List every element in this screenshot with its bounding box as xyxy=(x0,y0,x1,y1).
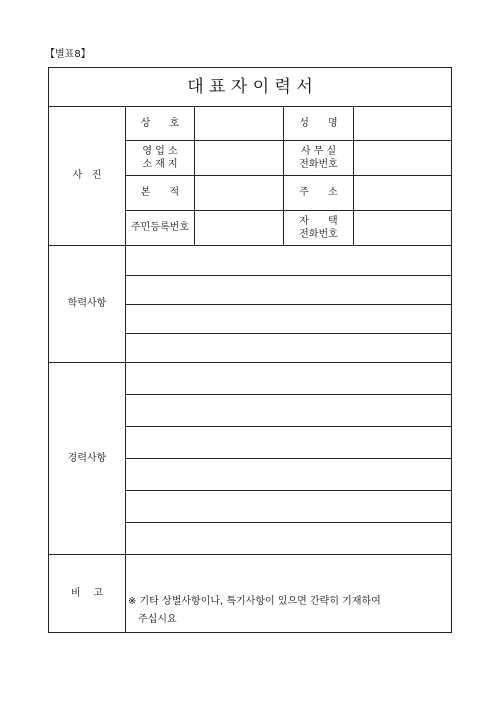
education-row[interactable] xyxy=(126,305,451,333)
office-phone-label-line2: 전화번호 xyxy=(299,158,338,170)
office-phone-field[interactable] xyxy=(354,141,451,175)
remarks-note-line1: ※ 기타 상벌사항이나, 특기사항이 있으면 간략히 기재하여 xyxy=(128,596,381,607)
remarks-note-line2: 주십시요 xyxy=(138,614,177,625)
career-row[interactable] xyxy=(126,427,451,458)
photo-label: 사 진 xyxy=(72,170,102,181)
trade-name-field[interactable] xyxy=(195,107,283,140)
education-row[interactable] xyxy=(126,246,451,275)
business-address-label-line1: 영 업 소 xyxy=(142,145,178,157)
resident-number-field[interactable] xyxy=(195,211,283,245)
business-address-label xyxy=(126,140,194,175)
education-row[interactable] xyxy=(126,276,451,304)
education-label: 학력사항 xyxy=(67,298,107,309)
career-row[interactable] xyxy=(126,459,451,490)
career-row[interactable] xyxy=(126,491,451,522)
home-phone-label xyxy=(284,210,353,245)
education-row[interactable] xyxy=(126,334,451,362)
name-label: 성 명 xyxy=(299,117,338,129)
career-row[interactable] xyxy=(126,395,451,426)
address-field[interactable] xyxy=(354,176,451,210)
business-address-label-line2: 소 재 지 xyxy=(142,158,178,170)
business-address-field[interactable] xyxy=(195,141,283,175)
office-phone-label xyxy=(284,140,353,175)
attachment-label: 【별표8】 xyxy=(45,49,91,60)
trade-name-label: 상 호 xyxy=(140,117,180,129)
career-row[interactable] xyxy=(126,523,451,554)
remarks-label: 비 고 xyxy=(70,587,104,599)
remarks-note[interactable] xyxy=(128,593,448,629)
career-label: 경력사항 xyxy=(67,452,107,464)
home-phone-field[interactable] xyxy=(354,211,451,245)
form-title: 대 표 자 이 력 서 xyxy=(187,76,313,97)
registered-domicile-label: 본 적 xyxy=(140,187,180,198)
registered-domicile-field[interactable] xyxy=(195,176,283,210)
home-phone-label-line1: 자 택 xyxy=(299,215,338,227)
address-label: 주 소 xyxy=(299,187,338,198)
resume-form xyxy=(48,67,452,633)
home-phone-label-line2: 전화번호 xyxy=(299,228,338,240)
name-field[interactable] xyxy=(354,107,451,140)
resident-number-label: 주민등록번호 xyxy=(131,222,189,233)
office-phone-label-line1: 사 무 실 xyxy=(300,145,337,157)
career-row[interactable] xyxy=(126,363,451,394)
